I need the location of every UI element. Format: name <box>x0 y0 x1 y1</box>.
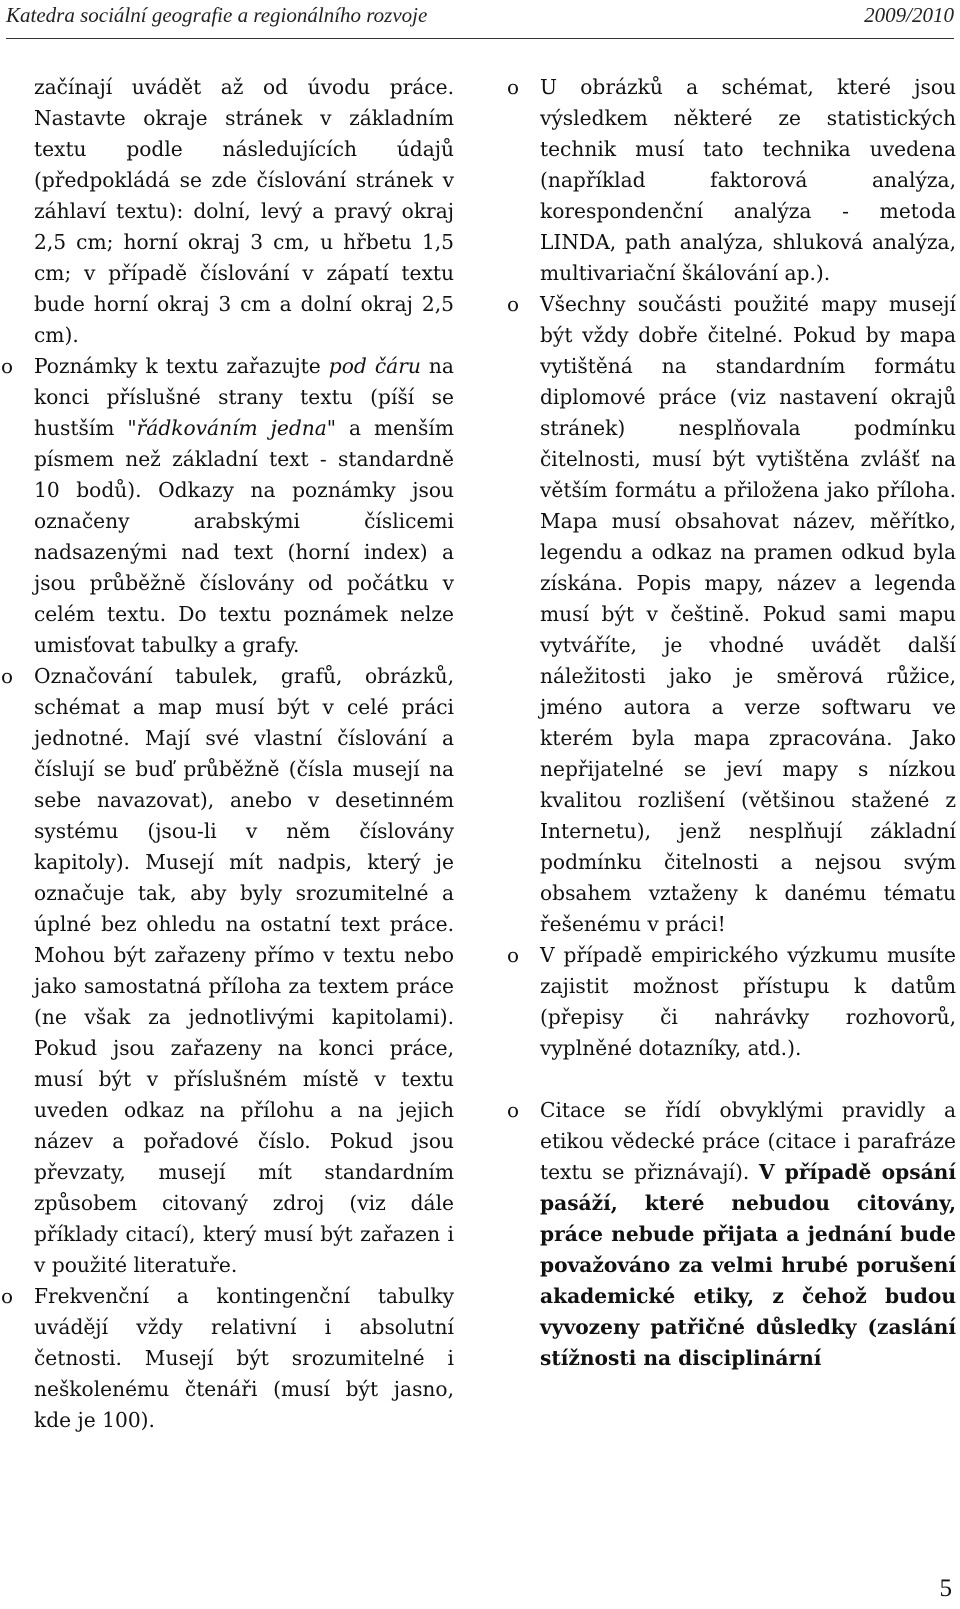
bullet-labels-text: Označování tabulek, grafů, obrázků, schémat a map musí být v celé práci jednotné. Mají své vlastní číslování a číslují se buď průběžně (čísla musejí na sebe navazovat), anebo v desetinném systému (jsou-li v něm číslovány kapitoly). Musejí mít nadpis, který je označuje tak, aby byly srozumitelné a úplné bez ohledu na ostatní text práce. Mohou být zařazeny přímo v textu nebo jako samostatná příloha za textem práce (ne však za jednotlivými kapitolami). Pokud jsou zařazeny na konci práce, musí být v příslušném místě v textu uveden odkaz na přílohu a na jejich název a pořadové číslo. Pokud jsou převzaty, musejí mít standardním způsobem citovaný zdroj (viz dále příklady citací), který musí být zařazen i v použité literatuře. <box>34 664 454 1277</box>
bullet-footnotes-italic-2: řádkováním jedna <box>136 416 327 440</box>
page-number: 5 <box>939 1575 952 1602</box>
bullet-marker: o <box>507 1098 520 1122</box>
bullet-marker: o <box>1 354 14 378</box>
bullet-marker: o <box>507 75 520 99</box>
bullet-figures <box>507 72 956 289</box>
bullet-marker: o <box>1 1284 14 1308</box>
bullet-empirical-text: V případě empirického výzkumu musíte zajistit možnost přístupu k datům (přepisy či nahrávky rozhovorů, vyplněné dotazníky, atd.). <box>540 943 956 1060</box>
header-title: Katedra sociální geografie a regionálního rozvoje <box>6 3 428 27</box>
bullet-maps <box>507 289 956 940</box>
bullet-frequency-tables <box>1 1281 454 1436</box>
bullet-maps-text: Všechny součásti použité mapy musejí být vždy dobře čitelné. Pokud by mapa vytištěná na standardním formátu diplomové práce (viz nastavení okrajů stránek) nesplňovala podmínku čitelnosti, musí být vytištěna zvlášť na větším formátu a přiložena jako příloha. Mapa musí obsahovat název, měřítko, legendu a odkaz na pramen odkud byla získána. Popis mapy, název a legenda musí být v češtině. Pokud sami mapu vytváříte, je vhodné uvádět další náležitosti jako je směrová růžice, jméno autora a verze softwaru ve kterém byla mapa zpracována. Jako nepřijatelné se jeví mapy s nízkou kvalitou rozlišení (většinou stažené z Internetu), jenž nesplňují základní podmínku čitelnosti a nejsou svým obsahem vztaženy k danému tématu řešenému v práci! <box>540 292 956 936</box>
bullet-marker: o <box>507 943 520 967</box>
bullet-footnotes-text-2: na konci příslušné strany textu (píší se hustším " <box>34 354 454 440</box>
bullet-citations <box>507 1095 956 1374</box>
bullet-footnotes-text-3: " a menším písmem než základní text - standardně 10 bodů). Odkazy na poznámky jsou označeny arabskými číslicemi nadsazenými nad text (horní index) a jsou průběžně číslovány od počátku v celém textu. Do textu poznámek nelze umisťovat tabulky a grafy. <box>34 416 454 657</box>
right-column <box>507 72 956 1374</box>
bullet-labels <box>1 661 454 1281</box>
bullet-marker: o <box>1 664 14 688</box>
spacer <box>540 1064 956 1095</box>
bullet-footnotes-italic-1: pod čáru <box>328 354 421 378</box>
left-column <box>1 72 454 1436</box>
bullet-footnotes <box>1 351 454 661</box>
bullet-citations-warning: V případě opsání pasáží, které nebudou citovány, práce nebude přijata a jednání bude považováno za velmi hrubé porušení akademické etiky, z čehož budou vyvozeny patřičné důsledky (zaslání stížnosti na disciplinární <box>540 1160 956 1370</box>
intro-paragraph: začínají uvádět až od úvodu práce. Nastavte okraje stránek v základním textu podle následujících údajů (předpokládá se zde číslování stránek v záhlaví textu): dolní, levý a pravý okraj 2,5 cm; horní okraj 3 cm, u hřbetu 1,5 cm; v případě číslování v zápatí textu bude horní okraj 3 cm a dolní okraj 2,5 cm). <box>34 75 454 347</box>
bullet-marker: o <box>507 292 520 316</box>
bullet-citations-text: Citace se řídí obvyklými pravidly a etikou vědecké práce (citace i parafráze textu se přiznávají). <box>540 1098 956 1184</box>
bullet-empirical <box>507 940 956 1064</box>
bullet-frequency-tables-text: Frekvenční a kontingenční tabulky uvádějí vždy relativní i absolutní četnosti. Musejí být srozumitelné i neškolenému čtenáři (musí být jasno, kde je 100). <box>34 1284 454 1432</box>
page-header <box>6 0 954 39</box>
bullet-footnotes-text-1: Poznámky k textu zařazujte <box>34 354 329 378</box>
header-year: 2009/2010 <box>864 3 954 27</box>
bullet-figures-text: U obrázků a schémat, které jsou výsledkem některé ze statistických technik musí tato technika uvedena (například faktorová analýza, korespondenční analýza - metoda LINDA, path analýza, shluková analýza, multivariační škálování ap.). <box>540 75 956 285</box>
